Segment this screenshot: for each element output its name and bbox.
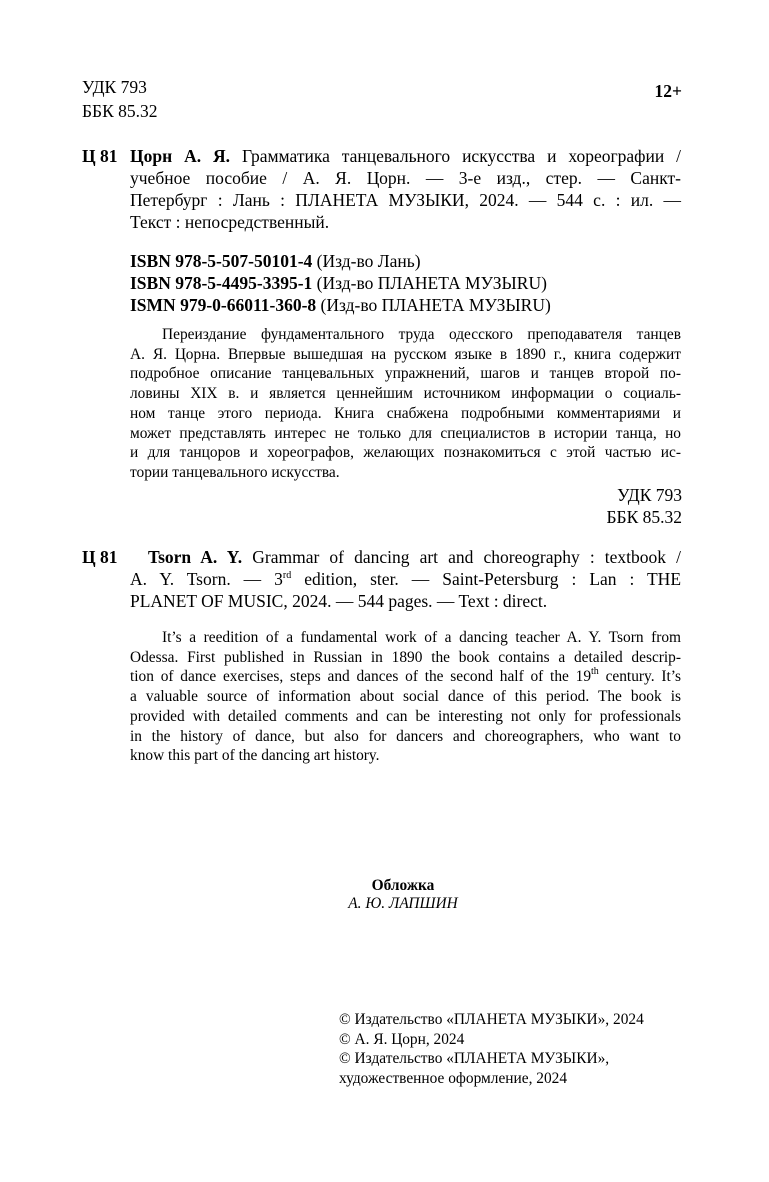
ru-record-line-3: Петербург : Лань : ПЛАНЕТА МУЗЫКИ, 2024. — 544 с. : ил. — xyxy=(130,190,681,210)
ru-record-line-2: учебное пособие / А. Я. Цорн. — 3-е изд., стер. — Санкт- xyxy=(130,168,681,188)
en-annotation-line: in the history of dance, but also for dancers and choreographers, who want to xyxy=(130,727,681,745)
copyright-line: © Издательство «ПЛАНЕТА МУЗЫКИ», 2024 xyxy=(339,1011,644,1028)
ru-record-line-1: Цорн А. Я. Грамматика танцевального искусства и хореографии / xyxy=(130,146,681,166)
copyright-line: художественное оформление, 2024 xyxy=(339,1070,568,1088)
isbn-item: ISBN 978-5-507-50101-4 (Изд-во Лань) xyxy=(130,251,421,271)
en-annotation-line: know this part of the dancing art history. xyxy=(130,747,380,765)
en-annotation-line: tion of dance exercises, steps and dances of the second half of the 19th century. It’s xyxy=(130,666,681,686)
en-annotation-line: It’s a reedition of a fundamental work of a dancing teacher A. Y. Tsorn from xyxy=(162,629,681,646)
en-record-line-3: PLANET OF MUSIC, 2024. — 544 pages. — Text : direct. xyxy=(130,591,548,611)
ru-annotation-classification xyxy=(606,484,682,528)
ru-record xyxy=(130,145,681,233)
ordinal-superscript: th xyxy=(591,666,599,678)
isbn-item: ISBN 978-5-4495-3395-1 (Изд-во ПЛАНЕТА МУЗЫRU) xyxy=(130,273,547,293)
header-bbk: ББК 85.32 xyxy=(82,101,158,121)
copyright-block xyxy=(339,1010,644,1089)
ismn-item: ISMN 979-0-66011-360-8 (Изд-во ПЛАНЕТА МУЗЫRU) xyxy=(130,295,551,315)
ru-annotation-line: А. Я. Цорна. Впервые вышедшая на русском языке в 1890 г., книга содержит xyxy=(130,345,681,363)
ru-annotation-line: тории танцевального искусства. xyxy=(130,463,340,481)
cover-label: Обложка xyxy=(371,877,435,894)
cover-artist: А. Ю. ЛАПШИН xyxy=(348,895,458,912)
isbn-list xyxy=(130,250,551,316)
copyright-line: © А. Я. Цорн, 2024 xyxy=(339,1030,465,1048)
copyright-line: © Издательство «ПЛАНЕТА МУЗЫКИ», xyxy=(339,1050,610,1068)
ru-annotation-line: Переиздание фундаментального труда одесского преподавателя танцев xyxy=(162,326,681,343)
en-annotation xyxy=(130,628,681,766)
ru-annotation-line: может представлять интерес не только для специалистов в истории танца, но xyxy=(130,424,681,442)
en-record-line-1: Tsorn A. Y. Grammar of dancing art and choreography : textbook / xyxy=(148,547,681,567)
ru-annotation-line: ловины XIX в. и является ценнейшим источником информации о социаль- xyxy=(130,385,681,403)
ru-annotation-line: ном танце этого периода. Книга снабжена подробными комментариями и xyxy=(130,404,681,422)
en-record-code: Ц 81 xyxy=(82,547,118,567)
en-annotation-line: Odessa. First published in Russian in 1890 the book contains a detailed descrip- xyxy=(130,648,681,666)
ru-record-line-4: Текст : непосредственный. xyxy=(130,212,330,232)
en-annotation-line: a valuable source of information about social dance of this period. The book is xyxy=(130,688,681,706)
ordinal-superscript: rd xyxy=(282,570,292,581)
ru-annotation-bbk: ББК 85.32 xyxy=(606,507,682,527)
age-rating: 12+ xyxy=(654,81,682,101)
header-udk: УДК 793 xyxy=(82,77,147,97)
ru-record-author: Цорн А. Я. xyxy=(130,146,231,166)
en-record xyxy=(130,546,681,612)
en-record-line-2: A. Y. Tsorn. — 3rd edition, ster. — Saint-Petersburg : Lan : THE xyxy=(130,569,682,589)
en-annotation-line: provided with detailed comments and can be interesting not only for professionals xyxy=(130,707,681,725)
ru-annotation-line: и для танцоров и хореографов, желающих познакомиться с этой частью ис- xyxy=(130,444,681,462)
ru-annotation-udk: УДК 793 xyxy=(617,485,682,505)
ru-record-code: Ц 81 xyxy=(82,146,118,166)
ru-annotation-line: подробное описание танцевальных упражнений, шагов и танцев второй по- xyxy=(130,365,681,383)
en-record-author: Tsorn A. Y. xyxy=(148,547,243,567)
ru-annotation xyxy=(130,325,681,483)
